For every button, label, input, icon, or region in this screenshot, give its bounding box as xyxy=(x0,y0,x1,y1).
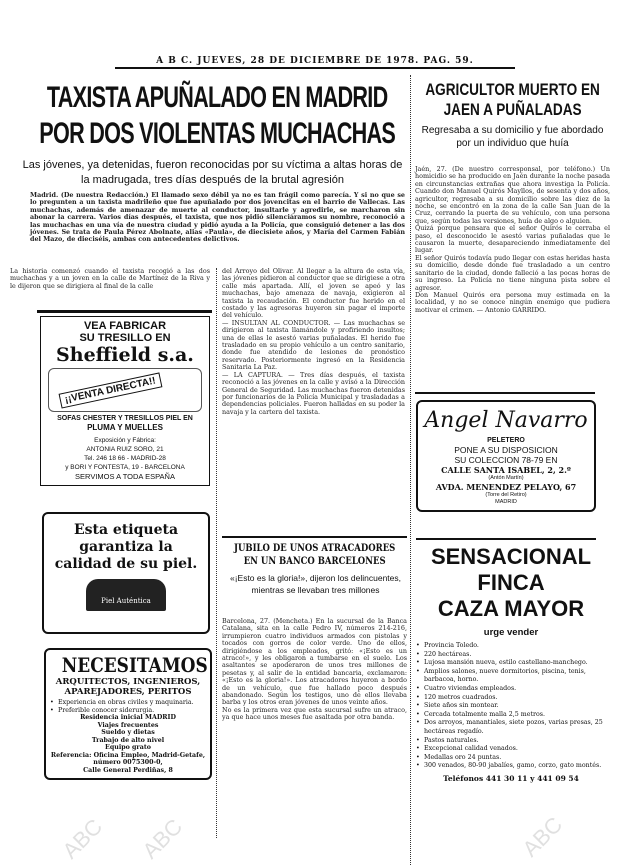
headline-line: POR DOS VIOLENTAS MUCHACHAS xyxy=(39,117,396,150)
ad-text: Sueldo y dietas xyxy=(101,729,155,736)
ad-text: Referencia: Oficina Empleo, Madrid-Getafe, número 0075300-0, xyxy=(50,751,206,766)
ad-title: FINCA xyxy=(477,570,545,595)
ad-text: SU TRESILLO EN xyxy=(79,332,171,344)
ad-text: (Antón Martín) xyxy=(488,475,524,481)
main-headline xyxy=(30,80,404,152)
ad-text: AVDA. MENENDEZ PELAYO, 67 xyxy=(435,482,577,492)
ad-text: ARQUITECTOS, INGENIEROS, xyxy=(55,677,201,687)
ad-text: CALLE SANTA ISABEL, 2, 2.º xyxy=(441,465,571,475)
list-item: • Cuatro viviendas empleados. xyxy=(416,685,606,694)
brand-logo: Sheffield s.a. xyxy=(56,344,194,366)
list-item: • 220 hectáreas. xyxy=(416,651,606,660)
ad-text: SOFAS CHESTER Y TRESILLOS PIEL EN xyxy=(57,415,193,422)
main-col2: del Arroyo del Olivar. Al llegar a la altura de esta vía, las jóvenes pidieron al conductor que se dirigiese a otra calle más apartada. Allí, el joven se apeó y las muchachas, bajo amenaza de navaja, exigieron al taxista la recaudación. El conductor fue herido en el costado y las agresoras huyeron sin pagar el importe del vehículo. — INSULTAN AL CONDUCTOR. — Las muchachas se dirigieron al taxista llamándole y profiriendo insultos; una de ellas le asestó varias puñaladas. El herido fue trasladado en su propio vehículo a un centro sanitario, donde fue atendido de lesiones de pronóstico reservado. Posteriormente ingresó en la Residencia Sanitaria La Paz. — LA CAPTURA. — Tres días después, el taxista reconoció a las jóvenes en la calle y avisó a la Dirección General de Seguridad. Las muchachas fueron detenidas por funcionarios de la Policía Municipal y trasladadas a dependencias policiales. Fueron halladas en su poder la navaja y la cartera del taxista. xyxy=(222,267,405,416)
right-subhead: Regresaba a su domicilio y fue abordado por un individuo que huía xyxy=(421,125,604,149)
right-headline: AGRICULTOR MUERTO EN JAEN A PUÑALADAS xyxy=(425,80,600,119)
ad-text: PLUMA Y MUELLES xyxy=(87,423,163,432)
list-item: • Amplios salones, nueve dormitorios, piscina, tenis, barbacoa, horno. xyxy=(416,668,606,685)
list-item: • Provincia Toledo. xyxy=(416,642,606,651)
ad-text: PELETERO xyxy=(487,437,525,444)
list-item: • Experiencia en obras civiles y maquinaria. xyxy=(50,699,206,707)
main-col1: La historia comenzó cuando el taxista recogió a las dos muchachas y a un joven en la calle de Martínez de la Riva y le dijeron que se dirigiera al final de la calle xyxy=(10,267,210,290)
ad-text: Residencia inicial MADRID xyxy=(80,714,176,721)
right-body: Jaén, 27. (De nuestro corresponsal, por teléfono.) Un homicidio se ha producido en Jaén durante la noche pasada en circunstancias extrañas que ahora investiga la Policía. Cuando don Manuel Quirós Mayllos, de sesenta y dos años, agricultor, regresaba a su domicilio sobre las diez de la noche, se encontró en la zona de la calle San Juan de la Cruz, cerrando la puerta de su vehículo, con una persona que, según todas las versiones, huía de algo o alguien. Quizá porque pensara que el señor Quirós le cerraba el paso, el desconocido le asestó varias puñaladas que le causaron la muerte, desapareciendo inmediatamente del lugar. El señor Quirós todavía pudo llegar con estas heridas hasta su domicilio, desde donde fue trasladado a un centro sanitario de la ciudad, donde falleció a las pocas horas de su ingreso. La Policía no tiene ninguna pista sobre el agresor. Don Manuel Quirós era persona muy estimada en la localidad, y no se conoce ningún enemigo que pudiera motivar el crimen. — Antonio GARRIDO. xyxy=(415,165,610,314)
ad-text: MADRID xyxy=(495,499,517,505)
jubilo-body: Barcelona, 27. (Mencheta.) En la sucursal de la Banca Catalana, sita en la calle Pedro IV, números 214-216, irrumpieron cuatro individuos armados con pistolas y tocados con gorros de color verde. Uno de ellos, dirigiéndose a los empleados, gritó: «¡Esto es un atraco!», y les obligaron a tumbarse en el suelo. Los asaltantes se apoderaron de unos tres millones de pesetas y, al salir de la entidad bancaria, exclamaron: «¡Esto es la gloria!». Los atracadores huyeron a bordo de un vehículo, que fue hallado poco después abandonado. Según los testigos, uno de ellos llevaba barba y los otros eran jóvenes de unos veinte años. No es la primera vez que esta sucursal sufre un atraco, ya que hace unos meses fue asaltada por otra banda. xyxy=(222,617,407,722)
list-item: • Preferible conocer siderurgia. xyxy=(50,707,206,715)
list-item: • Pastos naturales. xyxy=(416,737,606,746)
ad-text: Equipo grato xyxy=(105,744,151,751)
piel-autentica-label: Piel Auténtica xyxy=(86,579,166,611)
list-item: • 300 venados, 80-90 jabalíes, gamo, corzo, gato montés. xyxy=(416,762,606,771)
ad-text: y BORI Y FONTESTA, 19 - BARCELONA xyxy=(65,464,185,471)
ad-text: PONE A SU DISPOSICION xyxy=(454,445,558,455)
ad-text: Esta etiqueta garantiza la calidad de su piel. xyxy=(54,522,198,572)
ad-text: (Torre del Retiro) xyxy=(485,492,527,498)
column-divider xyxy=(410,75,411,865)
ad-text: APAREJADORES, PERITOS xyxy=(64,687,192,697)
jubilo-subhead: «¡Esto es la gloria!», dijeron los delincuentes, mientras se llevaban tres millones xyxy=(229,573,402,595)
ad-text: ANTONIA RUIZ SORO, 21 xyxy=(86,446,164,453)
headline-line: EN UN BANCO BARCELONES xyxy=(243,556,386,567)
main-subhead: Las jóvenes, ya detenidas, fueron reconocidas por su víctima a altas horas de la madrugada, tres días después de la brutal agresión xyxy=(22,159,403,186)
ad-title: CAZA MAYOR xyxy=(437,596,585,621)
watermark: ABC xyxy=(137,813,188,864)
ad-text: urge vender xyxy=(483,627,539,638)
divider xyxy=(416,538,596,540)
headline-line: JUBILO DE UNOS ATRACADORES xyxy=(233,543,396,554)
ad-text: SERVIMOS A TODA ESPAÑA xyxy=(75,472,175,481)
sofa-illustration xyxy=(48,368,202,412)
ad-text: Calle General Perdiñas, 8 xyxy=(83,766,173,774)
main-lead: Madrid. (De nuestra Redacción.) El llamado sexo débil ya no es tan frágil como parecía. Y si no que se lo pregunten a un taxista madrileño que fue apuñalado por dos jovencitas en el barrio de Vallecas. Las muchachas, además de amenazar de muerte al conductor, insultarle y agredirle, se marcharon sin abonar la carrera. Varios días después, el taxista, que nos pidió silenciáramos su nombre, reconoció a las muchachas en una vía de nuestra ciudad y pidió ayuda a la Policía, que consiguió detener a las dos jóvenes. Se trata de Paula Pérez Abolnate, alias «Paula», de diecisiete años, y María del Carmen Fabián del Mazo, de dieciséis, ambas con antecedentes delictivos. xyxy=(30,191,405,244)
watermark: ABC xyxy=(57,813,108,864)
venta-directa-banner: ¡¡VENTA DIRECTA!! xyxy=(59,373,162,409)
ad-text: SU COLECCION 78-79 EN xyxy=(454,455,558,465)
list-item: • Dos arroyos, manantiales, siete pozos, varias presas, 25 hectáreas regadío. xyxy=(416,719,606,736)
list-item: • 120 metros cuadrados. xyxy=(416,694,606,703)
ad-title: NECESITAMOS xyxy=(61,653,208,677)
divider xyxy=(415,392,595,394)
list-item: • Lujosa mansión nueva, estilo castellano-manchego. xyxy=(416,659,606,668)
sheffield-ad xyxy=(40,316,210,486)
navarro-ad xyxy=(416,400,596,512)
list-item: • Cercada totalmente malla 2,5 metros. xyxy=(416,711,606,720)
divider xyxy=(37,310,212,313)
ad-title: SENSACIONAL xyxy=(430,544,592,569)
ad-text: VEA FABRICAR xyxy=(83,320,167,332)
page-header: A B C. JUEVES, 28 DE DICIEMBRE DE 1978. PAG. 59. xyxy=(115,56,515,69)
headline-line: TAXISTA APUÑALADO EN MADRID xyxy=(46,81,388,114)
list-item: • Medallas oro 24 puntas. xyxy=(416,754,606,763)
phone-numbers: Teléfonos 441 30 11 y 441 09 54 xyxy=(443,773,579,783)
necesitamos-ad xyxy=(44,648,212,780)
brand-logo: Angel Navarro xyxy=(424,408,588,433)
ad-text: Exposición y Fábrica: xyxy=(94,437,156,444)
jubilo-headline xyxy=(222,542,407,568)
piel-ad xyxy=(42,512,210,634)
divider xyxy=(222,536,407,538)
finca-ad xyxy=(416,544,606,784)
list-item: • Siete años sin montear. xyxy=(416,702,606,711)
ad-text: Tel. 246 18 66 - MADRID-28 xyxy=(84,455,166,462)
list-item: • Excepcional calidad venados. xyxy=(416,745,606,754)
watermark: ABC xyxy=(517,811,568,862)
ad-text: Trabajo de alto nivel xyxy=(91,736,165,744)
ad-text: Viajes frecuentes xyxy=(97,721,159,729)
column-divider xyxy=(216,268,217,838)
